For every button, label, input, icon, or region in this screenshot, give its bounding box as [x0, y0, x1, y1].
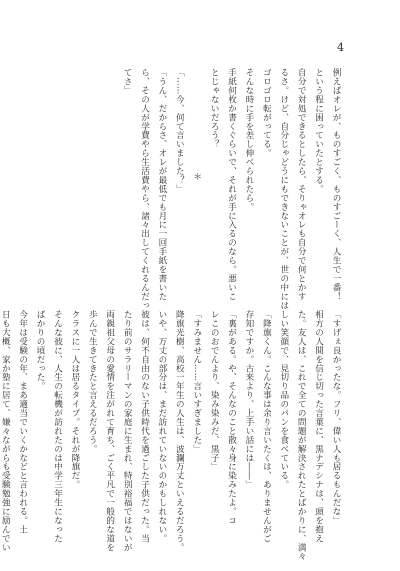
text-line: 「降旗くん。こんな事は余り言いたくは、ありませんがご: [261, 310, 272, 543]
page-number: 4: [337, 41, 344, 54]
text-line: 手紙何枚か書くぐらいで、それが手に入るのなら。悪いこ: [226, 68, 237, 301]
top-text-block: [118, 68, 344, 310]
text-line: 「うん、だからさ、オレが最低でも月に一回手紙を書いた: [156, 68, 167, 301]
text-line: いや、万丈の部分は、まだ訪れていないのかもしれない。: [156, 310, 167, 543]
text-line: た。友人は、これで全ての問題が解決されたとばかりに、満々: [296, 310, 307, 561]
text-line: ゴロゴロ転がってる。: [261, 68, 272, 158]
text-line: 降旗光樹、高校一年生の人生は、波瀾万丈といえるだろう。: [174, 310, 185, 552]
text-line: 「裏がある。や、そんなのこと散々身に染みたよ。コ: [226, 310, 237, 525]
text-line: 「……今、何て言いました？」: [174, 68, 185, 194]
text-line: 相方の人間を信じ切った言葉に、黒ナデシナは、頭を抱え: [313, 310, 324, 543]
text-line: るさ。けど、自分じゃどうにもできないことが、世の中には: [278, 68, 289, 310]
text-line: そんな彼に、人生の転機が訪れたのは中学三年生になった: [52, 310, 63, 543]
text-line: 彼は、何不自由のない子供時代を過ごした子供だった。当: [139, 310, 150, 543]
text-line: ＊: [191, 171, 202, 181]
text-line: ら、その人が学費やら生活費やら、諸々出してくれるんだっ: [139, 68, 150, 310]
text-line: 今年は受験の年、まあ適当でいくかなどと言われる。土: [17, 310, 28, 534]
bottom-text-block: [0, 310, 344, 561]
text-line: 両親祖父母の愛情を注がれて育ち、ごく平凡で一般的な道を: [104, 310, 115, 552]
text-line: てさ」: [122, 68, 133, 95]
text-line: 存知ですか。古来より、上手い話には――」: [243, 310, 254, 489]
text-line: 「すげぇ良かったな。フリ、偉い人も居るもんだな」: [331, 310, 341, 525]
text-line: という程に困っていたとする。: [313, 68, 324, 194]
text-line: 自分で対処できるとしたら、そりゃオレも自分で何とかす: [296, 68, 307, 301]
text-line: 歩んで生きてきたと言えるだろう。: [87, 310, 98, 454]
text-line: 日も大概、家か塾に居て、嫌々ながらも受験勉強に励んでい: [0, 310, 11, 552]
text-line: しい笑顔で、見切り品のパンを食べている。: [278, 310, 289, 489]
text-line: 「すみません……言いすぎました」: [191, 310, 202, 454]
text-line: とじゃないだろう？: [209, 68, 220, 149]
text-line: そんな時に手を差し伸べられたら。: [243, 68, 254, 212]
text-line: クラスに一人は居るタイプ。それが降旗だ。: [69, 310, 80, 489]
text-line: ばかりの頃だった。: [35, 310, 46, 391]
text-line: レこのおでんより、染み染みだ、黒子」: [209, 310, 220, 472]
text-line: たり前のサラリーマンの家庭に生まれ、特別裕福ではないが: [122, 310, 133, 552]
text-line: 例えばオレが、ものすごく、ものすごーく、人生で一番！: [331, 68, 341, 301]
